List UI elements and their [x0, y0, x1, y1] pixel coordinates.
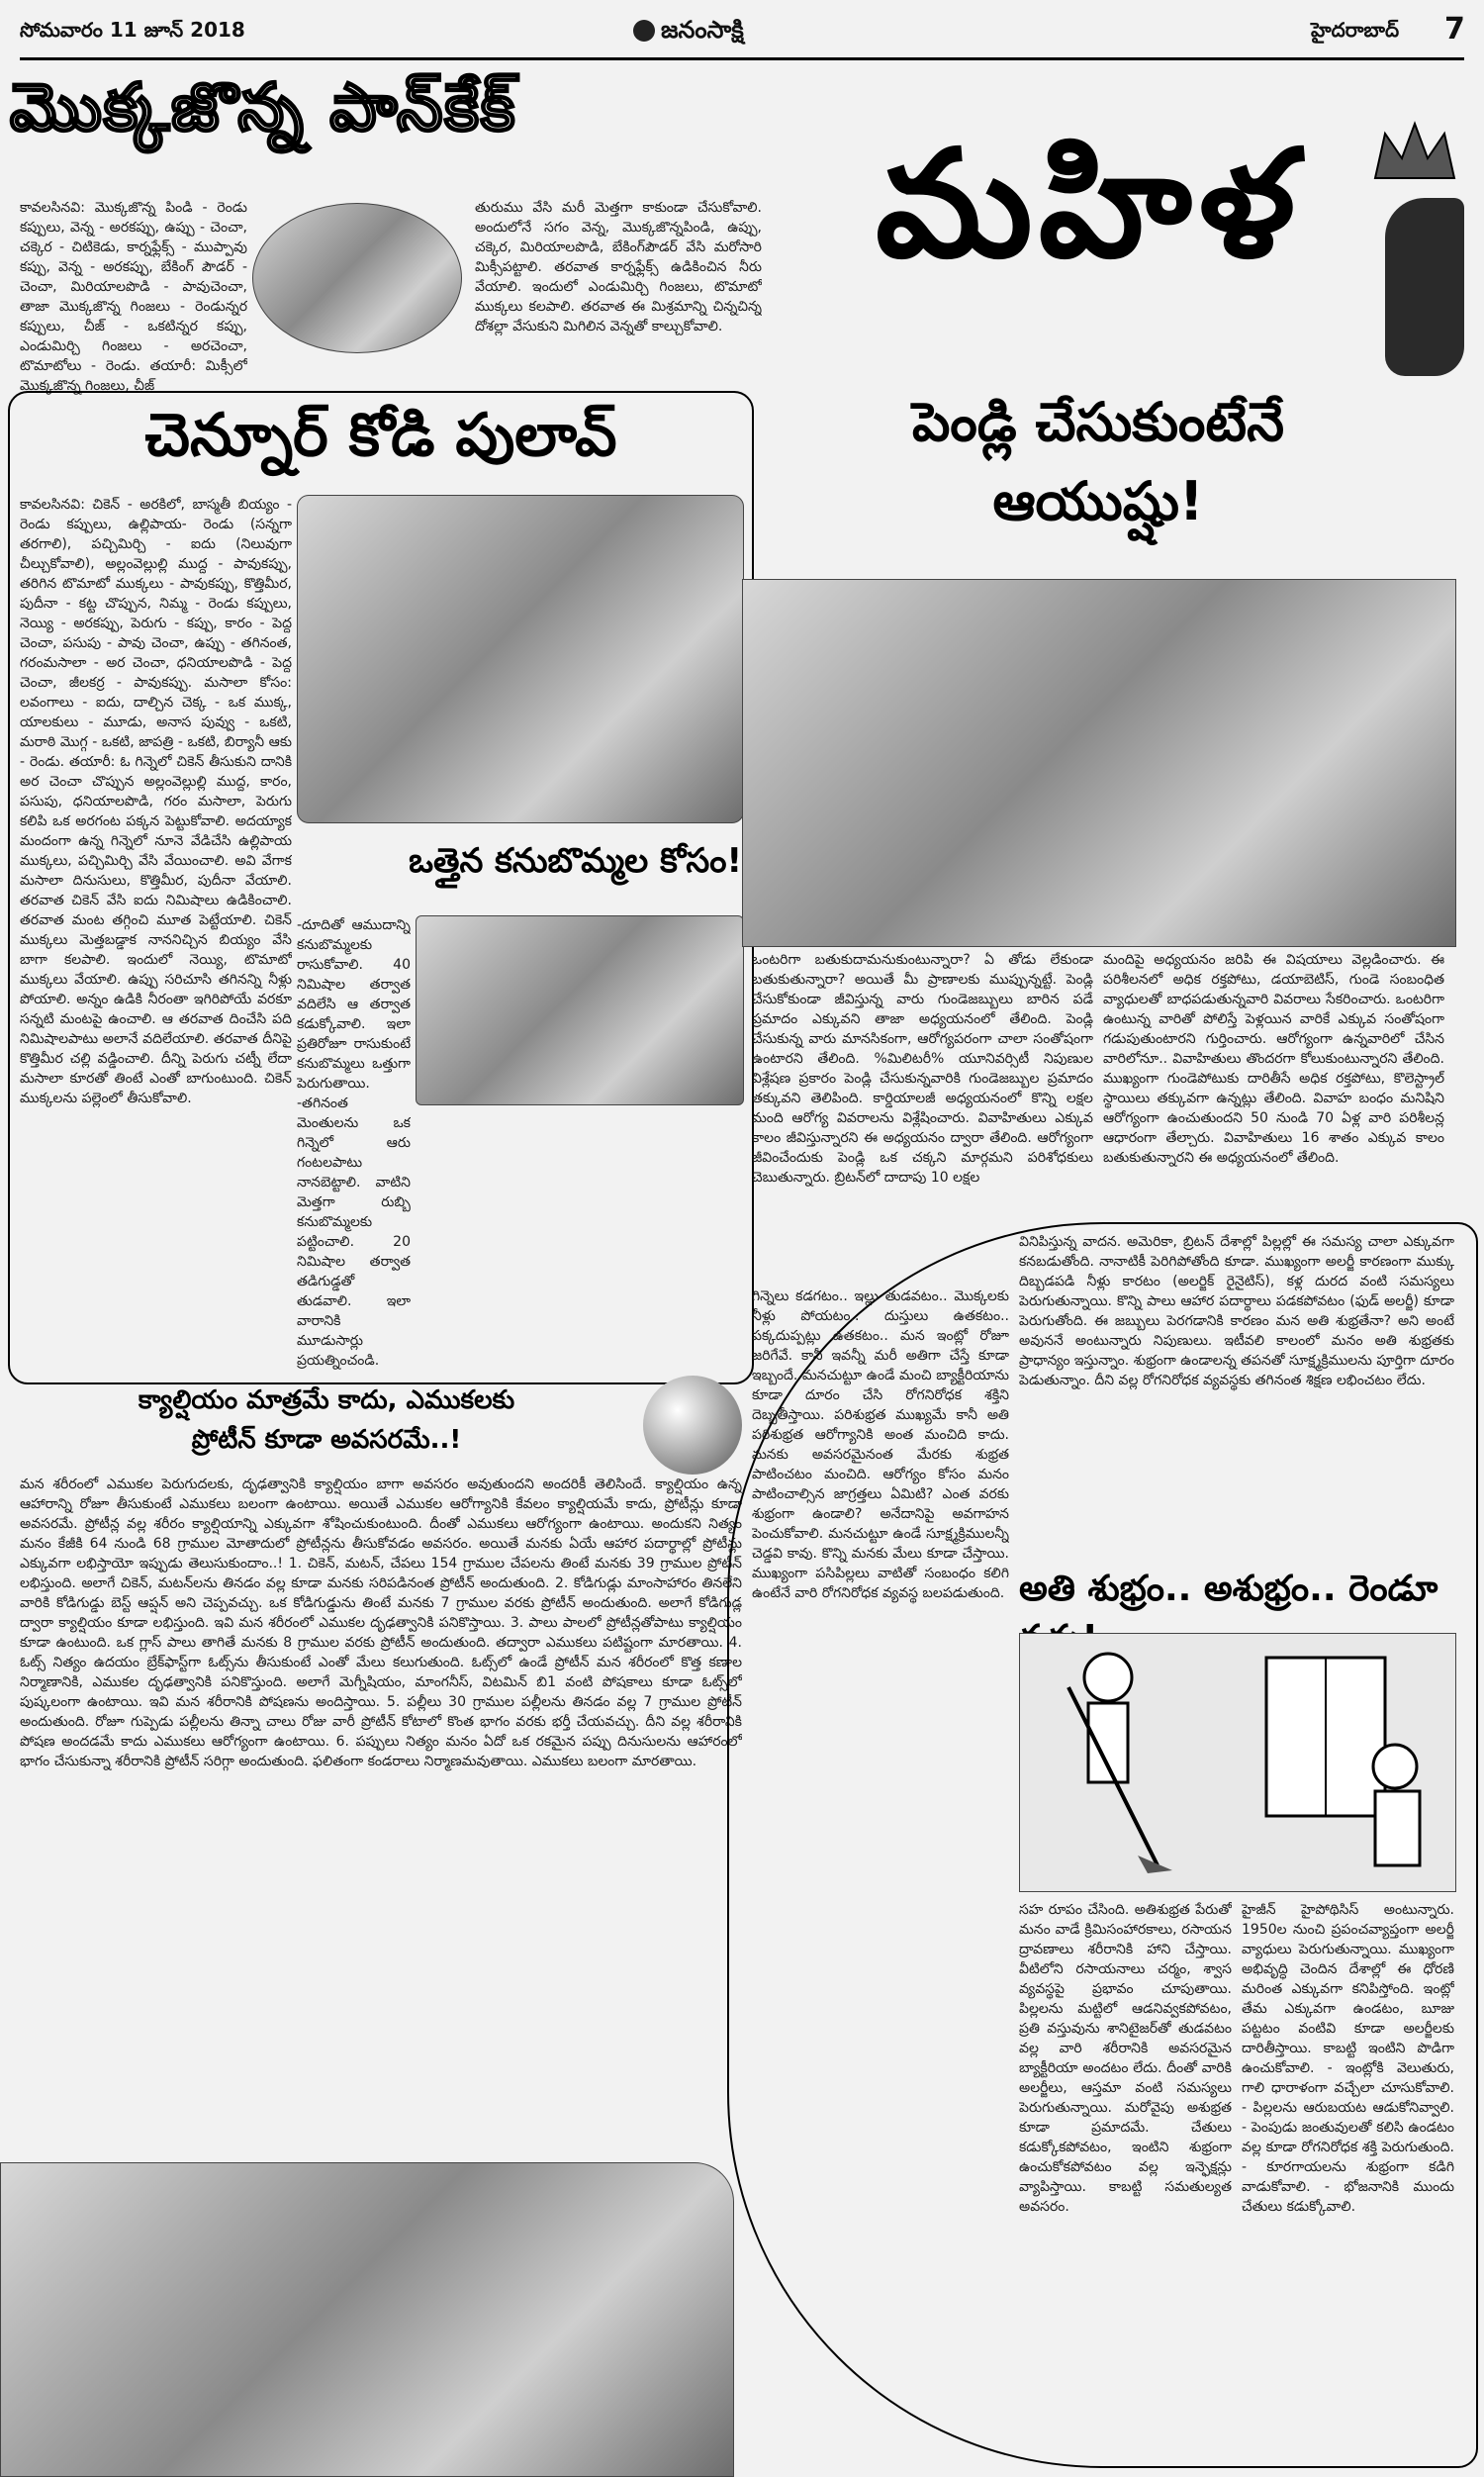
eyebrows-title: ఒత్తైన కనుబొమ్మల కోసం! [409, 841, 742, 881]
masthead-date: సోమవారం 11 జూన్ 2018 [20, 18, 245, 42]
eyebrows-photo [416, 915, 744, 1105]
pulao-photo [297, 495, 744, 823]
hygiene-col-b: సహ రూపం చేసింది. అతిశుభ్రత పేరుతో మనం వాడే క్రిమిసంహారకాలు, రసాయన ద్రావణాలు శరీరానికి హాని చేస్తాయి. వీటిలోని రసాయనాలు చర్మం, శ్వాస వ్యవస్థపై ప్రభావం చూపుతాయి. పిల్లలను మట్టిలో ఆడనివ్వకపోవటం, ప్రతి వస్తువును శానిటైజర్‌తో తుడవటం వల్ల వారి శరీరానికి అవసరమైన బ్యాక్టీరియా అందటం లేదు. దీంతో వారికి అలర్జీలు, ఆస్తమా వంటి సమస్యలు పెరుగుతున్నాయి. మరోవైపు అశుభ్రత కూడా ప్రమాదమే. చేతులు కడుక్కోకపోవటం, ఇంటిని శుభ్రంగా ఉంచుకోకపోవటం వల్ల ఇన్ఫెక్షన్లు వ్యాపిస్తాయి. కాబట్టి సమతుల్యత అవసరం. [1019, 1902, 1232, 2215]
masthead-logo [633, 14, 861, 49]
hygiene-intro: వినిపిస్తున్న వాదన. అమెరికా, బ్రిటన్ దేశాల్లో పిల్లల్లో ఈ సమస్య చాలా ఎక్కువగా కనబడుతోంది. నానాటికీ పెరిగిపోతోంది కూడా. ముఖ్యంగా అలర్జీ కారణంగా ముక్కు దిబ్బడపడి నీళ్లు కారటం (అలర్జిక్ రైనైటిస్), కళ్ల దురద వంటి సమస్యలు పెరుగుతున్నాయి. కొన్ని పాలు ఆహార పదార్థాలు పడకపోవటం (ఫుడ్ అలర్జీ) కూడా పెరుగుతోంది. ఈ జబ్బులు పెరగడానికి కారణం మన అతి శుభ్రతేనా? అని అంటే అవుననే అంటున్నారు నిపుణులు. ఇటీవలి కాలంలో మనం అతి శుభ్రతకు ప్రాధాన్యం ఇస్తున్నాం. శుభ్రంగా ఉండాలన్న తపనతో సూక్ష్మక్రిములను పూర్తిగా దూరం పెడుతున్నాం. దీని వల్ల రోగనిరోధక వ్యవస్థకు తగినంత శిక్షణ లభించటం లేదు. [1019, 1234, 1454, 1388]
mop-icon [1049, 1648, 1177, 1875]
hygiene-title: అతి శుభ్రం.. అశుభ్రం.. రెండూ [1019, 1569, 1438, 1609]
section-title: మహిళ [875, 119, 1302, 291]
eyebrows-body: -దూదితో ఆముదాన్ని కనుబొమ్మలకు రాసుకోవాలి. 40 నిమిషాల తర్వాత వదిలేసి ఆ తర్వాత కడుక్కోవాలి. ఇలా ప్రతిరోజూ రాసుకుంటే కనుబొమ్మలు ఒత్తుగా పెరుగుతాయి. -తగినంత మెంతులను ఒక గిన్నెలో ఆరు గంటలపాటు నానబెట్టాలి. వాటిని మెత్తగా రుబ్బి కనుబొమ్మలకు పట్టించాలి. 20 నిమిషాల తర్వాత తడిగుడ్డతో తుడవాలి. ఇలా వారానికి మూడుసార్లు ప్రయత్నించండి. [297, 917, 411, 1369]
hygiene-col-c: హైజీన్ హైపోథిసిస్ అంటున్నారు. 1950ల నుంచి ప్రపంచవ్యాప్తంగా అలర్జీ వ్యాధులు పెరుగుతున్నాయి. ముఖ్యంగా అభివృద్ధి చెందిన దేశాల్లో ఈ ధోరణి మరింత ఎక్కువగా కనిపిస్తోంది. ఇంట్లో తేమ ఎక్కువగా ఉండటం, బూజు పట్టటం వంటివి కూడా అలర్జీలకు దారితీస్తాయి. కాబట్టి ఇంటిని పొడిగా ఉంచుకోవాలి. - ఇంట్లోకి వెలుతురు, గాలి ధారాళంగా వచ్చేలా చూసుకోవాలి. - పిల్లలను ఆరుబయట ఆడుకోనివ్వాలి. - పెంపుడు జంతువులతో కలిసి ఉండటం వల్ల కూడా రోగనిరోధక శక్తి పెరుగుతుంది. - కూరగాయలను శుభ్రంగా కడిగి వాడుకోవాలి. - భోజనానికి ముందు చేతులు కడుక్కోవాలి. [1242, 1902, 1454, 2215]
pancake-ingredients: కావలసినవి: మొక్కజొన్న పిండి - రెండు కప్పులు, వెన్న - అరకప్పు, ఉప్పు - చెంచా, చక్కెర - చిటికెడు, కార్నఫ్లేక్స్ - ముప్పావు కప్పు, వెన్న - అరకప్పు, బేకింగ్ పౌడర్ - చెంచా, మిరియాలపొడి - పావుచెంచా, తాజా మొక్కజొన్న గింజలు - రెండున్నర కప్పులు, చీజ్ - ఒకటిన్నర కప్పు, ఎండుమిర్చి గింజలు - అరచెంచా, టొమాటోలు - రెండు. తయారీ: మిక్సీలో మొక్కజొన్న గింజలు, చీజ్ [20, 200, 247, 394]
hygiene-col-a: గిన్నెలు కడగటం.. ఇల్లు తుడవటం.. మొక్కలకు నీళ్లు పోయటం.. దుస్తులు ఉతకటం.. పక్కదుప్పట్లు ఉతకటం.. మన ఇంట్లో రోజూ జరిగేవే. కానీ ఇవన్నీ మరీ అతిగా చేస్తే కూడా ఇబ్బందే. మనచుట్టూ ఉండే మంచి బ్యాక్టీరియాను కూడా దూరం చేసి రోగనిరోధక శక్తిని దెబ్బతీస్తాయి. పరిశుభ్రత ముఖ్యమే కానీ అతి పరిశుభ్రత ఆరోగ్యానికి అంత మంచిది కాదు. మనకు అవసరమైనంత మేరకు శుభ్రత పాటించటం మంచిది. ఆరోగ్యం కోసం మనం పాటించాల్సిన జాగ్రత్తలు ఏమిటి? ఎంత వరకు శుభ్రంగా ఉండాలి? అనేదానిపై అవగాహన పెంచుకోవాలి. మనచుట్టూ ఉండే సూక్ష్మక్రిములన్నీ చెడ్డవి కావు. కొన్ని మనకు మేలు కూడా చేస్తాయి. ముఖ్యంగా పసిపిల్లలు వాటితో సంబంధం కలిగి ఉంటేనే వారి రోగనిరోధక వ్యవస్థ బలపడుతుంది. [752, 1288, 1009, 1601]
calcium-body: మన శరీరంలో ఎముకల పెరుగుదలకు, దృఢత్వానికి క్యాల్షియం బాగా అవసరం అవుతుందని అందరికీ తెలిసిందే. క్యాల్షియం ఉన్న ఆహారాన్ని రోజూ తీసుకుంటే ఎముకలు బలంగా ఉంటాయి. అయితే ఎముకల ఆరోగ్యానికి కేవలం క్యాల్షియమే కాదు, ప్రోటీన్లు కూడా అవసరమే. ప్రోటీన్ల వల్ల శరీరం క్యాల్షియాన్ని ఎక్కువగా శోషించుకుంటుంది. దీంతో ఎముకలు ఆరోగ్యంగా ఉంటాయి. అందుకని నిత్యం మనం కేజీకి 64 నుండి 68 గ్రాముల మోతాదులో ప్రోటీన్లను తీసుకోవడం అవసరం. అయితే మనకు ఏయే ఆహార పదార్థాల్లో ప్రోటీన్లు ఎక్కువగా లభిస్తాయో ఇప్పుడు తెలుసుకుందాం..! 1. చికెన్, మటన్, చేపలు 154 గ్రాముల చేపలను తింటే మనకు 39 గ్రాముల ప్రోటీన్ లభిస్తుంది. అలాగే చికెన్, మటన్‌లను తినడం వల్ల కూడా మనకు సరిపడినంత ప్రోటీన్ అందుతుంది. 2. కోడిగుడ్లు మాంసాహారం తినలేని వారికి కోడిగుడ్డు బెస్ట్ ఆప్షన్ అని చెప్పవచ్చు. ఒక కోడిగుడ్డును తింటే మనకు 7 గ్రాముల వరకు ప్రోటీన్ అందుతుంది. అలాగే కోడిగుడ్ల ద్వారా క్యాల్షియం కూడా లభిస్తుంది. ఇవి మన శరీరంలో ఎముకల దృఢత్వానికి పనికొస్తాయి. 3. పాలు పాలలో ప్రోటీన్లతోపాటు క్యాల్షియం కూడా ఉంటుంది. ఒక గ్లాస్ పాలు తాగితే మనకు 8 గ్రాముల వరకు ప్రోటీన్ అందుతుంది. తద్వారా ఎముకలు పటిష్టంగా మారతాయి. 4. ఓట్స్ నిత్యం ఉదయం బ్రేక్‌ఫాస్ట్‌గా ఓట్స్‌ను తీసుకుంటే ఎంతో మేలు కలుగుతుంది. ఓట్స్‌లో ఉండే ప్రోటీన్ మన శరీరంలో కొత్త కణాల నిర్మాణానికి, ఎముకల దృఢత్వానికి పనికొస్తుంది. అలాగే మెగ్నీషియం, మాంగనీస్, విటమిన్ బి1 వంటి పోషకాలు కూడా ఓట్స్‌లో పుష్కలంగా ఉంటాయి. ఇవి మన శరీరానికి పోషణను అందిస్తాయి. 5. పల్లీలు 30 గ్రాముల పల్లీలను తినడం వల్ల 7 గ్రాముల ప్రోటీన్ అందుతుంది. రోజూ గుప్పెడు పల్లీలను తిన్నా చాలు రోజు వారీ ప్రోటీన్ కోటాలో కొంత భాగం వరకు భర్తీ చేయవచ్చు. దీని వల్ల శరీరానికి పోషణ అందడమే కాదు ఎముకలు ఆరోగ్యంగా ఉంటాయి. 6. పప్పులు నిత్యం మనం ఏదో ఒక రకమైన పప్పు దినుసులను ఆహారంలో భాగం చేసుకున్నా శరీరానికి ప్రోటీన్ సరిగ్గా అందుతుంది. ఫలితంగా కండరాలు నిర్మాణమవుతాయి. ఎముకలు బలంగా మారతాయి. [20, 1477, 742, 1769]
masthead-rule [20, 57, 1464, 60]
pancake-method: తురుము వేసి మరీ మెత్తగా కాకుండా చేసుకోవాలి. అందులోనే సగం వెన్న, మొక్కజొన్నపిండి, ఉప్పు, చక్కెర, మిరియాలపొడి, బేకింగ్‌పౌడర్ వేసి మరోసారి మిక్సీపట్టాలి. తరవాత కార్నఫ్లేక్స్ ఉడికించిన నీరు వేయాలి. ఇందులో ఎండుమిర్చి గింజలు, టొమాటో ముక్కలు కలపాలి. తరవాత ఈ మిశ్రమాన్ని చిన్నచిన్న దోశల్లా వేసుకుని మిగిలిన వెన్నతో కాల్చుకోవాలి. [475, 200, 762, 334]
window-cleaning-icon [1256, 1648, 1435, 1875]
pancake-photo [252, 203, 462, 353]
eggs-photo [0, 2162, 734, 2477]
masthead [20, 12, 1464, 55]
marriage-col1: ఒంటరిగా బతుకుదామనుకుంటున్నారా? ఏ తోడు లేకుండా బతుకుతున్నారా? అయితే మీ ప్రాణాలకు ముప్పున్నట్టే. పెండ్లి చేసుకోకుండా జీవిస్తున్న వారు గుండెజబ్బులు బారిన పడే ప్రమాదం ఎక్కువని తాజా అధ్యయనంలో తేలింది. పెండ్లి చేసుకున్న వారు మానసికంగా, ఆరోగ్యపరంగా చాలా సంతోషంగా ఉంటారని తేలింది. %మిలిటరీ% యూనివర్సిటీ నిపుణుల విశ్లేషణ ప్రకారం పెండ్లి చేసుకున్నవారికి గుండెజబ్బుల ప్రమాదం తక్కువని తెలిపింది. కార్డియాలజీ అధ్యయనంలో కొన్ని లక్షల మంది ఆరోగ్య వివరాలను విశ్లేషించారు. వివాహితులు ఎక్కువ కాలం జీవిస్తున్నారని ఈ అధ్యయనం ద్వారా తేలింది. ఆరోగ్యంగా జీవించేందుకు పెండ్లి ఒక చక్కని మార్గమని పరిశోధకులు చెబుతున్నారు. బ్రిటన్‌లో దాదాపు 10 లక్షల [752, 952, 1093, 1186]
marriage-photo [742, 579, 1456, 947]
marriage-col2: మందిపై అధ్యయనం జరిపి ఈ విషయాలు వెల్లడించారు. ఈ పరిశీలనలో అధిక రక్తపోటు, డయాబెటిస్, గుండె సంబంధిత వ్యాధులతో బాధపడుతున్నవారి వివరాలు సేకరించారు. ఒంటరిగా ఉంటున్న వారితో పోలిస్తే పెళ్లయిన వారికే ఎక్కువ సంతోషంగా గడుపుతుంటారని గుర్తించారు. ఆరోగ్యంగా ఉన్నవారిలో చేసిన వారిలోనూ.. వివాహితులు తొందరగా కోలుకుంటున్నారని తేలింది. ముఖ్యంగా గుండెపోటుకు దారితీసే అధిక రక్తపోటు, కొలెస్ట్రాల్ స్థాయిలు తక్కువగా ఉన్నట్లు తేలింది. వివాహ బంధం మనిషిని ఆరోగ్యంగా ఉంచుతుందని 50 నుండి 70 ఏళ్ల వారి పరిశీలన్ల ఆధారంగా తేల్చారు. వివాహితులు 16 శాతం ఎక్కువ కాలం బతుకుతున్నారని ఈ అధ్యయనంలో తేలింది. [1103, 952, 1444, 1166]
crown-icon [1370, 119, 1459, 188]
marriage-title-line1: పెండ్లి చేసుకుంటేనే [911, 391, 1284, 453]
decorative-circle-icon [643, 1376, 742, 1475]
pulao-body: కావలసినవి: చికెన్ - అరకిలో, బాస్మతీ బియ్యం - రెండు కప్పులు, ఉల్లిపాయ- రెండు (సన్నగా తరగాలి), పచ్చిమిర్చి - ఐదు (నిలువుగా చీల్చుకోవాలి), అల్లంవెల్లుల్లి ముద్ద - పావుకప్పు, తరిగిన టొమాటో ముక్కలు - పావుకప్పు, కొత్తిమీర, పుదీనా - కట్ట చొప్పున, నిమ్మ - రెండు కప్పులు, నెయ్యి - అరకప్పు, పెరుగు - కప్పు, కారం - పెద్ద చెంచా, పసుపు - పావు చెంచా, ఉప్పు - తగినంత, గరంమసాలా - అర చెంచా, ధనియాలపొడి - పెద్ద చెంచా, జీలకర్ర - పావుకప్పు. మసాలా కోసం: లవంగాలు - ఐదు, దాల్చిన చెక్క - ఒక ముక్క, యాలకులు - మూడు, అనాస పువ్వు - ఒకటి, మరాఠి మొగ్గ - ఒకటి, జాపత్రి - ఒకటి, బిర్యానీ ఆకు - రెండు. తయారీ: ఓ గిన్నెలో చికెన్ తీసుకుని దానికి అర చెంచా చొప్పున అల్లంవెల్లుల్లి ముద్ద, కారం, పసుపు, ధనియాలపొడి, గరం మసాలా, పెరుగు కలిపి ఒక అరగంట పక్కన పెట్టుకోవాలి. అదయ్యాక మందంగా ఉన్న గిన్నెలో నూనె వేడిచేసి ఉల్లిపాయ ముక్కలు, పచ్చిమిర్చి వేసి వేయించాలి. అవి వేగాక మసాలా దినుసులు, కొత్తిమీర, పుదీనా వేయాలి. తరవాత చికెన్ వేసి ఐదు నిమిషాలు ఉడికించాలి. తరవాత మంట తగ్గించి మూత పెట్టేయాలి. చికెన్ ముక్కలు మెత్తబడ్డాక నాననిచ్చిన బియ్యం వేసి బాగా కలపాలి. ఇందులో నెయ్యి, టొమాటో ముక్కలు వేయాలి. ఉప్పు సరిచూసి తగినన్ని నీళ్లు పోయాలి. అన్నం ఉడికి నీరంతా ఇగిరిపోయే వరకూ సన్నటి మంటపై ఉంచాలి. ఆ తరవాత దించేసి పది నిమిషాలపాటు అలానే వదిలేయాలి. తరవాత దీనిపై కొత్తిమీర చల్లి వడ్డించాలి. దీన్ని పెరుగు చట్నీ లేదా మసాలా కూరతో తింటే ఎంతో బాగుంటుంది. చికెన్ ముక్కలను పల్లెంలో తీసుకోవాలి. [20, 497, 292, 1106]
pulao-title: చెన్నూర్ కోడి పులావ్ [144, 401, 617, 470]
masthead-paper: జనంసాక్షి [661, 16, 744, 44]
logo-icon [633, 20, 655, 42]
woman-silhouette-icon [1385, 198, 1464, 376]
masthead-city: హైదరాబాద్ [1311, 18, 1400, 42]
page-number: 7 [1444, 12, 1465, 47]
marriage-title-line2: ఆయుష్షు! [992, 470, 1204, 532]
calcium-title-line1: క్యాల్షియం మాత్రమే కాదు, ఎముకలకు [138, 1385, 515, 1415]
calcium-title-line2: ప్రోటీన్ కూడా అవసరమే..! [191, 1425, 462, 1455]
pancake-title: మొక్కజొన్న పాన్‌కేక్ [10, 69, 517, 145]
